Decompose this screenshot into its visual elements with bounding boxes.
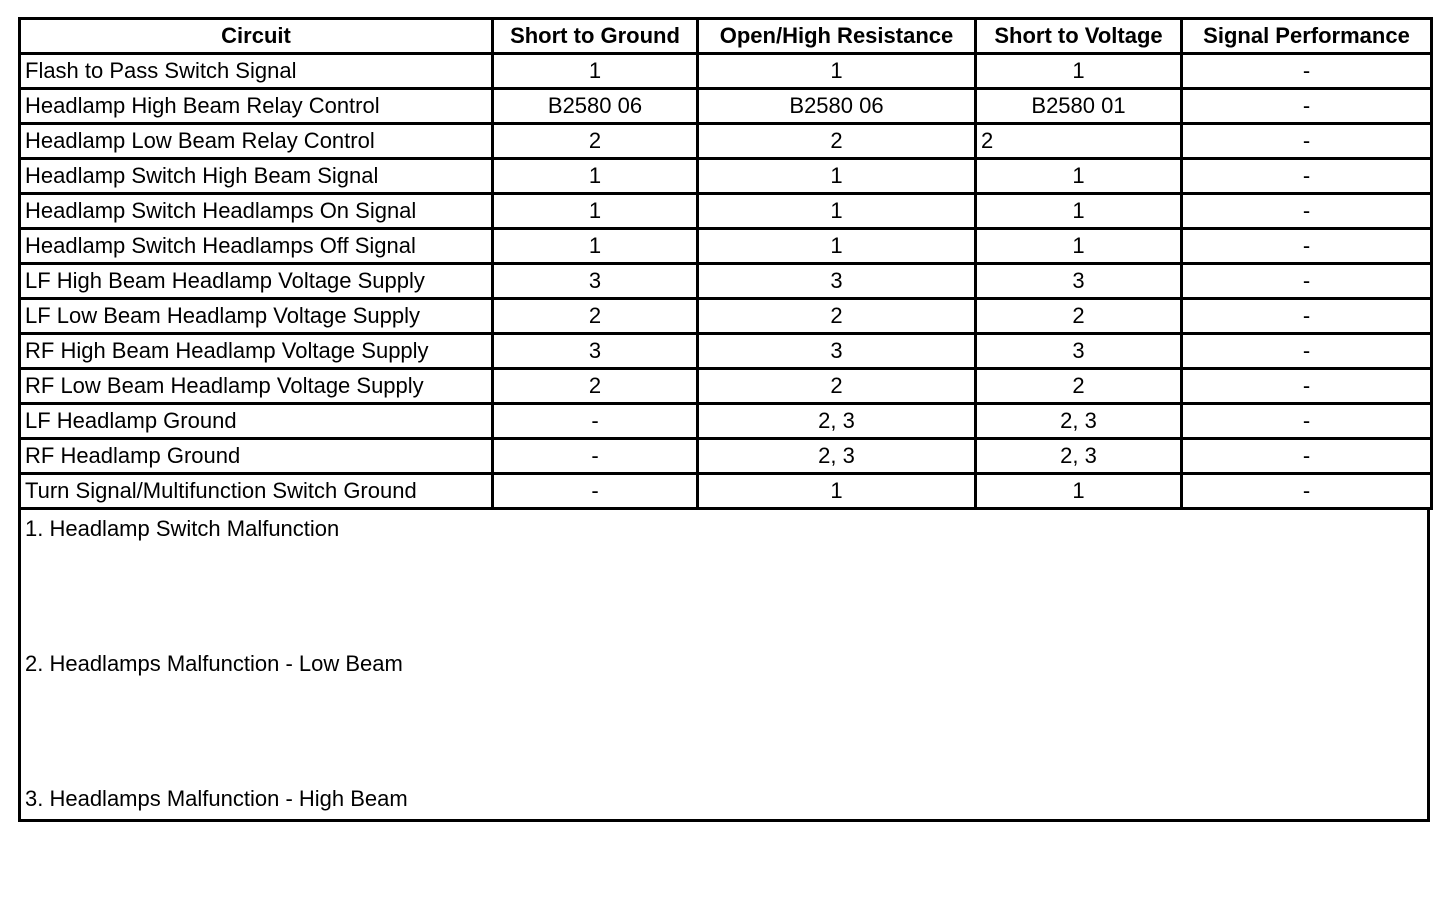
circuit-cell: Flash to Pass Switch Signal: [20, 54, 493, 89]
short-to-voltage-cell: 2: [976, 124, 1182, 159]
table-row: [20, 439, 1432, 474]
table-row: [20, 194, 1432, 229]
short-to-ground-cell: 2: [493, 299, 698, 334]
short-to-voltage-cell: 1: [976, 474, 1182, 509]
circuit-cell: RF Headlamp Ground: [20, 439, 493, 474]
short-to-ground-cell: -: [493, 474, 698, 509]
short-to-ground-cell: 3: [493, 334, 698, 369]
open-high-resistance-cell: 3: [698, 264, 976, 299]
signal-performance-cell: -: [1182, 334, 1432, 369]
circuit-cell: Headlamp High Beam Relay Control: [20, 89, 493, 124]
table-row: [20, 404, 1432, 439]
short-to-ground-cell: 1: [493, 194, 698, 229]
signal-performance-cell: -: [1182, 159, 1432, 194]
circuit-cell: LF Headlamp Ground: [20, 404, 493, 439]
circuit-cell: Headlamp Switch Headlamps Off Signal: [20, 229, 493, 264]
header-open-high-resistance: Open/High Resistance: [698, 19, 976, 54]
signal-performance-cell: -: [1182, 89, 1432, 124]
signal-performance-cell: -: [1182, 194, 1432, 229]
circuit-table: [18, 17, 1433, 510]
table-row: [20, 299, 1432, 334]
short-to-ground-cell: B2580 06: [493, 89, 698, 124]
open-high-resistance-cell: 1: [698, 474, 976, 509]
open-high-resistance-cell: 1: [698, 194, 976, 229]
circuit-cell: Headlamp Low Beam Relay Control: [20, 124, 493, 159]
open-high-resistance-cell: 2, 3: [698, 439, 976, 474]
circuit-cell: LF High Beam Headlamp Voltage Supply: [20, 264, 493, 299]
open-high-resistance-cell: B2580 06: [698, 89, 976, 124]
short-to-voltage-cell: 2: [976, 369, 1182, 404]
short-to-voltage-cell: 1: [976, 229, 1182, 264]
table-row: [20, 54, 1432, 89]
signal-performance-cell: -: [1182, 124, 1432, 159]
table-row: [20, 89, 1432, 124]
short-to-ground-cell: 1: [493, 54, 698, 89]
short-to-voltage-cell: B2580 01: [976, 89, 1182, 124]
open-high-resistance-cell: 2: [698, 124, 976, 159]
short-to-ground-cell: 2: [493, 124, 698, 159]
short-to-ground-cell: -: [493, 439, 698, 474]
footnotes-panel: [18, 510, 1430, 822]
diagnostic-table-container: [18, 17, 1430, 822]
circuit-cell: Turn Signal/Multifunction Switch Ground: [20, 474, 493, 509]
open-high-resistance-cell: 2: [698, 369, 976, 404]
header-row: [20, 19, 1432, 54]
signal-performance-cell: -: [1182, 404, 1432, 439]
circuit-cell: LF Low Beam Headlamp Voltage Supply: [20, 299, 493, 334]
header-circuit: Circuit: [20, 19, 493, 54]
open-high-resistance-cell: 2, 3: [698, 404, 976, 439]
signal-performance-cell: -: [1182, 299, 1432, 334]
short-to-ground-cell: 3: [493, 264, 698, 299]
header-short-to-ground: Short to Ground: [493, 19, 698, 54]
header-signal-performance: Signal Performance: [1182, 19, 1432, 54]
open-high-resistance-cell: 2: [698, 299, 976, 334]
table-row: [20, 474, 1432, 509]
signal-performance-cell: -: [1182, 474, 1432, 509]
table-row: [20, 369, 1432, 404]
signal-performance-cell: -: [1182, 54, 1432, 89]
footnote-1: 1. Headlamp Switch Malfunction: [25, 516, 340, 541]
signal-performance-cell: -: [1182, 439, 1432, 474]
short-to-ground-cell: 2: [493, 369, 698, 404]
table-row: [20, 264, 1432, 299]
open-high-resistance-cell: 1: [698, 54, 976, 89]
signal-performance-cell: -: [1182, 264, 1432, 299]
short-to-voltage-cell: 2, 3: [976, 404, 1182, 439]
header-short-to-voltage: Short to Voltage: [976, 19, 1182, 54]
footnote-3: 3. Headlamps Malfunction - High Beam: [25, 786, 408, 811]
table-row: [20, 124, 1432, 159]
short-to-ground-cell: -: [493, 404, 698, 439]
signal-performance-cell: -: [1182, 229, 1432, 264]
circuit-cell: RF High Beam Headlamp Voltage Supply: [20, 334, 493, 369]
circuit-cell: Headlamp Switch High Beam Signal: [20, 159, 493, 194]
circuit-cell: Headlamp Switch Headlamps On Signal: [20, 194, 493, 229]
table-row: [20, 159, 1432, 194]
short-to-voltage-cell: 1: [976, 194, 1182, 229]
short-to-voltage-cell: 1: [976, 54, 1182, 89]
short-to-ground-cell: 1: [493, 159, 698, 194]
table-row: [20, 334, 1432, 369]
short-to-voltage-cell: 3: [976, 264, 1182, 299]
short-to-voltage-cell: 2: [976, 299, 1182, 334]
signal-performance-cell: -: [1182, 369, 1432, 404]
short-to-voltage-cell: 1: [976, 159, 1182, 194]
open-high-resistance-cell: 1: [698, 229, 976, 264]
table-row: [20, 229, 1432, 264]
short-to-ground-cell: 1: [493, 229, 698, 264]
footnote-2: 2. Headlamps Malfunction - Low Beam: [25, 651, 403, 676]
short-to-voltage-cell: 3: [976, 334, 1182, 369]
short-to-voltage-cell: 2, 3: [976, 439, 1182, 474]
open-high-resistance-cell: 1: [698, 159, 976, 194]
circuit-cell: RF Low Beam Headlamp Voltage Supply: [20, 369, 493, 404]
open-high-resistance-cell: 3: [698, 334, 976, 369]
